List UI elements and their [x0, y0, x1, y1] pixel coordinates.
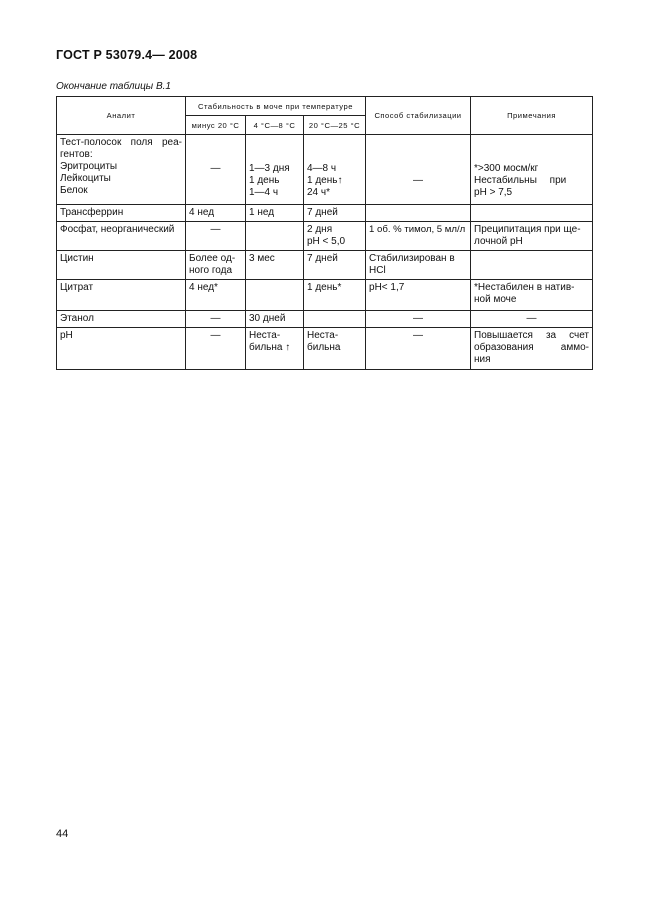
- header-notes: Примечания: [471, 97, 593, 135]
- table-row: [57, 205, 593, 222]
- table-row: [57, 135, 593, 205]
- cell-4-8: [246, 280, 304, 311]
- cell-analyte: Трансферрин: [57, 205, 186, 222]
- cell-4-8: 3 мес: [246, 251, 304, 280]
- cell-4-8: 1 нед: [246, 205, 304, 222]
- stability-table: [56, 96, 593, 370]
- page-number: 44: [56, 828, 69, 840]
- cell-notes: [471, 251, 593, 280]
- cell-analyte: Фосфат, неорганический: [57, 222, 186, 251]
- cell-4-8: Неста- бильна ↑: [246, 328, 304, 370]
- cell-4-8: 30 дней: [246, 311, 304, 328]
- cell-method: 1 об. % тимол, 5 мл/л: [366, 222, 471, 251]
- cell-analyte: Цитрат: [57, 280, 186, 311]
- cell-minus20: —: [186, 311, 246, 328]
- cell-method: —: [366, 328, 471, 370]
- cell-method: —: [366, 135, 471, 205]
- cell-minus20: Более од- ного года: [186, 251, 246, 280]
- cell-notes: *>300 мосм/кг Нестабильны при рН > 7,5: [471, 135, 593, 205]
- cell-20-25: [304, 311, 366, 328]
- table-caption: Окончание таблицы В.1: [56, 81, 171, 92]
- table-row: [57, 222, 593, 251]
- table-row: [57, 280, 593, 311]
- cell-method: —: [366, 311, 471, 328]
- cell-method: [366, 205, 471, 222]
- cell-analyte: рН: [57, 328, 186, 370]
- cell-20-25: 7 дней: [304, 251, 366, 280]
- cell-4-8: 1—3 дня 1 день 1—4 ч: [246, 135, 304, 205]
- cell-minus20: —: [186, 328, 246, 370]
- cell-notes: —: [471, 311, 593, 328]
- header-temp-4-8: 4 °С—8 °С: [246, 116, 304, 135]
- header-temp-20-25: 20 °С—25 °С: [304, 116, 366, 135]
- cell-notes: Повышается за счет образования аммо- ния: [471, 328, 593, 370]
- cell-method: рН< 1,7: [366, 280, 471, 311]
- table-row: [57, 251, 593, 280]
- header-temp-minus20: минус 20 °С: [186, 116, 246, 135]
- cell-analyte: Тест-полосок поля реа- гентов: Эритроциты Лейкоциты Белок: [57, 135, 186, 205]
- cell-20-25: 1 день*: [304, 280, 366, 311]
- table-row: [57, 328, 593, 370]
- cell-20-25: 4—8 ч 1 день↑ 24 ч*: [304, 135, 366, 205]
- cell-notes: [471, 205, 593, 222]
- header-analyte: Аналит: [57, 97, 186, 135]
- table-row: [57, 311, 593, 328]
- document-title: ГОСТ Р 53079.4— 2008: [56, 48, 198, 62]
- cell-analyte: Цистин: [57, 251, 186, 280]
- cell-20-25: 2 дня рН < 5,0: [304, 222, 366, 251]
- cell-notes: *Нестабилен в натив- ной моче: [471, 280, 593, 311]
- cell-minus20: —: [186, 222, 246, 251]
- cell-4-8: [246, 222, 304, 251]
- cell-analyte: Этанол: [57, 311, 186, 328]
- header-stability: Стабильность в моче при температуре: [186, 97, 366, 116]
- cell-20-25: 7 дней: [304, 205, 366, 222]
- cell-notes: Преципитация при ще- лочной рН: [471, 222, 593, 251]
- cell-20-25: Неста- бильна: [304, 328, 366, 370]
- cell-minus20: 4 нед: [186, 205, 246, 222]
- cell-minus20: —: [186, 135, 246, 205]
- header-method: Способ стабилизации: [366, 97, 471, 135]
- cell-minus20: 4 нед*: [186, 280, 246, 311]
- cell-method: Стабилизирован в HCl: [366, 251, 471, 280]
